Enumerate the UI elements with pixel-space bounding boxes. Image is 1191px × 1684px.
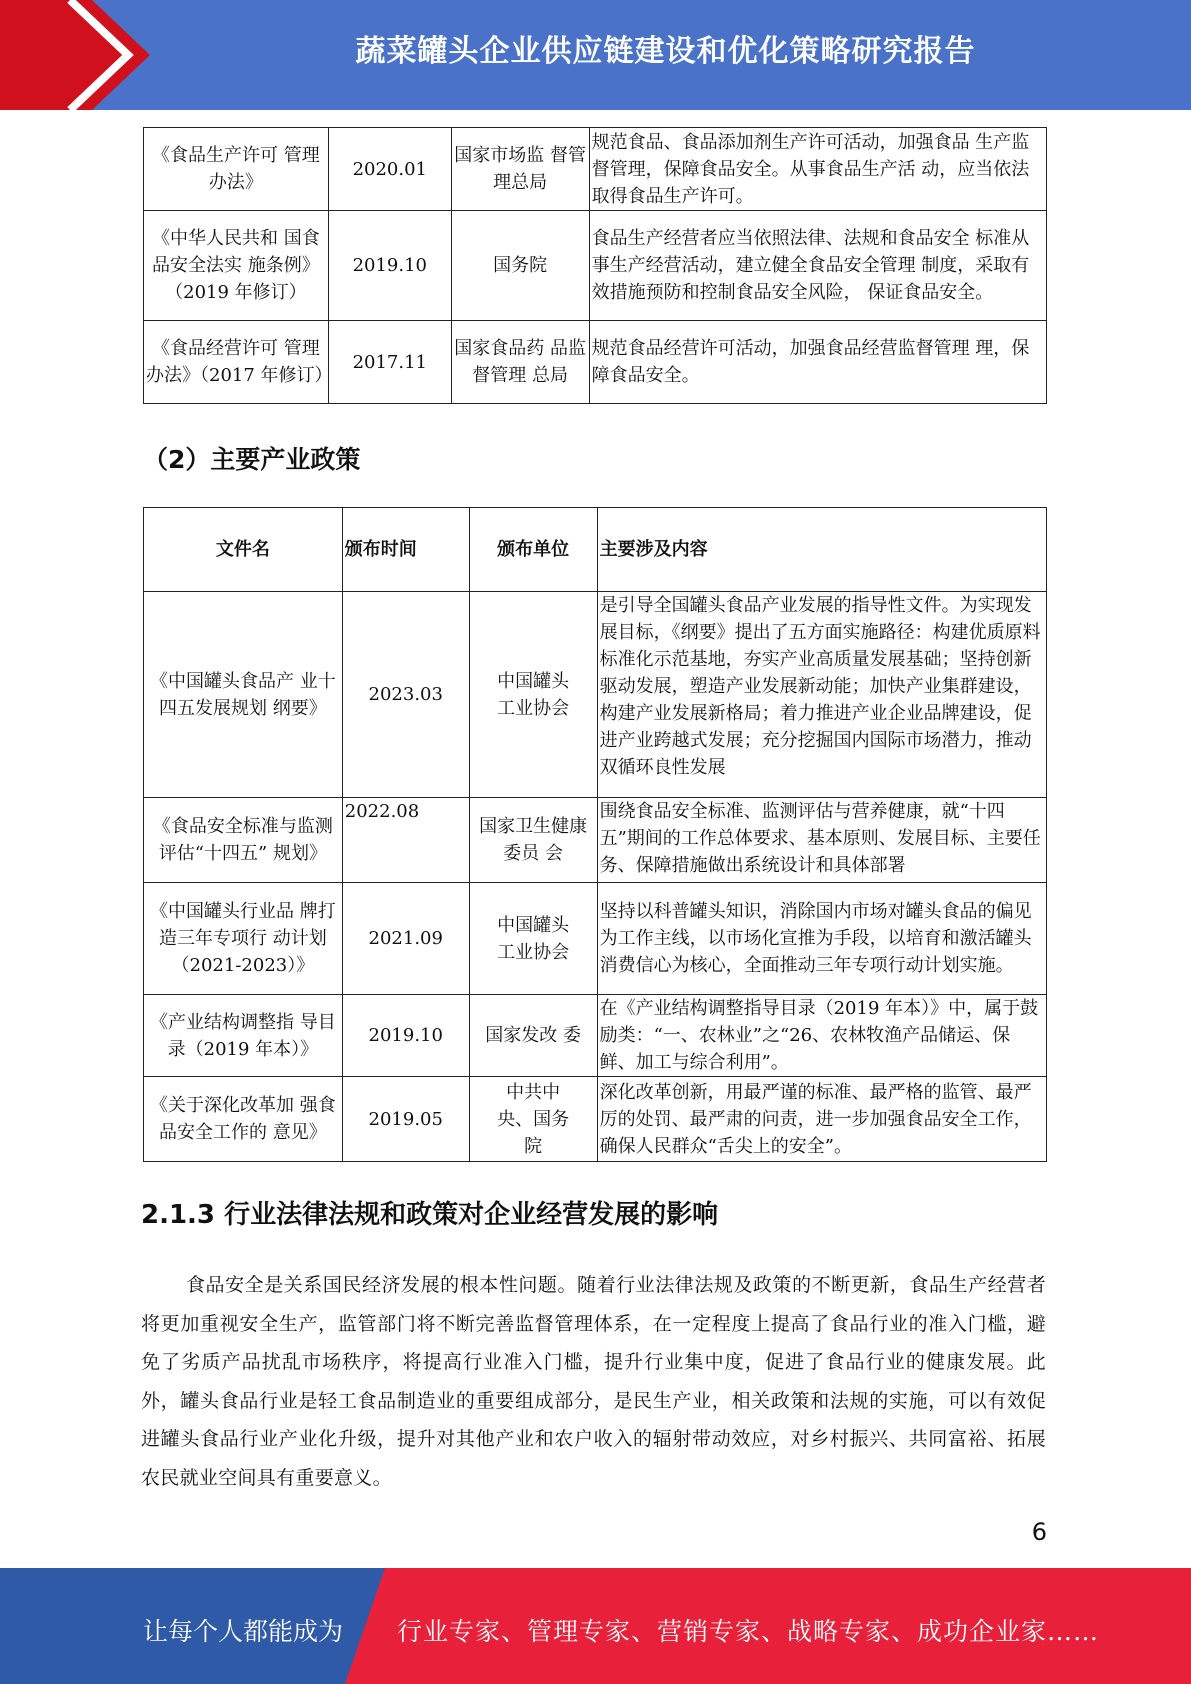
table-row [144, 995, 1047, 1077]
table-row [144, 211, 1047, 321]
table-row [144, 883, 1047, 995]
org-text: 中国罐头工业协会 [497, 670, 570, 719]
report-title: 蔬菜罐头企业供应链建设和优化策略研究报告 [355, 34, 976, 69]
doc-name-cell: 《中华人民共和 国食品安全法实 施条例》（2019 年修订） [144, 211, 329, 321]
org-cell [469, 1077, 597, 1162]
org-cell: 国家发改 委 [469, 995, 597, 1077]
date-cell: 2019.05 [342, 1077, 469, 1162]
date-cell: 2021.09 [342, 883, 469, 995]
table-row [144, 1077, 1047, 1162]
table-row [144, 592, 1047, 798]
content-cell: 食品生产经营者应当依照法律、法规和食品安全 标准从事生产经营活动，建立健全食品安全管理 制度，采取有效措施预防和控制食品安全风险， 保证食品安全。 [589, 211, 1046, 321]
org-cell: 国务院 [451, 211, 589, 321]
content-cell [597, 592, 1046, 798]
content-cell: 深化改革创新，用最严谨的标准、最严格的监管、最严厉的处罚、最严肃的问责，进一步加强食品安全工作，确保人民群众“舌尖上的安全”。 [597, 1077, 1046, 1162]
body-paragraph: 食品安全是关系国民经济发展的根本性问题。随着行业法律法规及政策的不断更新，食品生产经营者将更加重视安全生产，监管部门将不断完善监督管理体系，在一定程度上提高了食品行业的准入门槛，避免了劣质产品扰乱市场秩序，将提高行业准入门槛，提升行业集中度，促进了食品行业的健康发展。此外，罐头食品行业是轻工食品制造业的重要组成部分，是民生产业，相关政策和法规的实施，可以有效促进罐头食品行业产业化升级，提升对其他产业和农户收入的辐射带动效应，对乡村振兴、共同富裕、拓展农民就业空间具有重要意义。 [141, 1274, 1046, 1489]
org-text: 中国罐头工业协会 [497, 914, 570, 963]
content-text: 围绕食品安全标准、监测评估与营养健康，就“十四五”期间的工作总体要求、基本原则、发展目标、主要任务、保障措施做出系统设计和具体部署 [599, 801, 1041, 876]
header-org: 颁布单位 [469, 508, 597, 592]
regulations-table [143, 127, 1047, 404]
org-cell [469, 883, 597, 995]
page-footer [0, 1568, 1191, 1684]
org-cell [469, 592, 597, 798]
content-cell: 在《产业结构调整指导目录（2019 年本）》中，属于鼓励类：“一、农林业”之“26、农林牧渔产品储运、保鲜、加工与综合利用”。 [597, 995, 1046, 1077]
content-cell: 坚持以科普罐头知识，消除国内市场对罐头食品的偏见为工作主线，以市场化宣推为手段，以培育和激活罐头消费信心为核心，全面推动三年专项行动计划实施。 [597, 883, 1046, 995]
header-chevron-graphic [0, 0, 160, 110]
doc-name-cell: 《中国罐头食品产 业十四五发展规划 纲要》 [144, 592, 343, 798]
doc-name-cell: 《中国罐头行业品 牌打造三年专项行 动计划（2021-2023）》 [144, 883, 343, 995]
date-cell: 2020.01 [328, 128, 451, 211]
table-row [144, 798, 1047, 883]
date-cell: 2023.03 [342, 592, 469, 798]
doc-name-cell: 《食品安全标准与监测评估“十四五” 规划》 [144, 798, 343, 883]
org-cell: 国家卫生健康委员 会 [469, 798, 597, 883]
content-cell [597, 798, 1046, 883]
table-header-row [144, 508, 1047, 592]
footer-slogan-left: 让每个人都能成为 [143, 1617, 344, 1646]
header-date: 颁布时间 [342, 508, 469, 592]
content-text: 是引导全国罐头食品产业发展的指导性文件。为实现发展目标，《纲要》提出了五方面实施路径：构建优质原料标准化示范基地，夯实产业高质量发展基础；坚持创新驱动发展，塑造产业发展新动能；加快产业集群建设，构建产业发展新格局；着力推进产业企业品牌建设，促进产业跨越式发展；充分挖掘国内国际市场潜力，推动双循环良性发展 [599, 595, 1041, 778]
date-cell: 2022.08 [342, 798, 469, 883]
date-cell: 2019.10 [328, 211, 451, 321]
doc-name-cell: 《产业结构调整指 导目录（2019 年本）》 [144, 995, 343, 1077]
doc-name-cell: 《关于深化改革加 强食品安全工作的 意见》 [144, 1077, 343, 1162]
org-cell: 国家市场监 督管理总局 [451, 128, 589, 211]
table-row [144, 321, 1047, 404]
org-cell: 国家食品药 品监督管理 总局 [451, 321, 589, 404]
content-cell: 规范食品经营许可活动，加强食品经营监督管理 理，保障食品安全。 [589, 321, 1046, 404]
org-text: 中共中央、国务院 [497, 1081, 570, 1157]
content-cell: 规范食品、食品添加剂生产许可活动，加强食品 生产监督管理，保障食品安全。从事食品生产活 动，应当依法取得食品生产许可。 [589, 128, 1046, 211]
section-heading-2-1-3: 2.1.3 行业法律法规和政策对企业经营发展的影响 [141, 1200, 719, 1230]
table-row [144, 128, 1047, 211]
page-header [0, 0, 1191, 110]
doc-name-cell: 《食品生产许可 管理办法》 [144, 128, 329, 211]
page-number: 6 [1031, 1518, 1047, 1546]
date-cell: 2019.10 [342, 995, 469, 1077]
date-cell: 2017.11 [328, 321, 451, 404]
header-doc-name: 文件名 [144, 508, 343, 592]
footer-slogan-right: 行业专家、管理专家、营销专家、战略专家、成功企业家…… [397, 1617, 1100, 1646]
section-heading-policy: （2）主要产业政策 [143, 445, 361, 474]
industry-policy-table [143, 507, 1047, 1162]
doc-name-cell: 《食品经营许可 管理办法》（2017 年修订） [144, 321, 329, 404]
header-content: 主要涉及内容 [597, 508, 1046, 592]
